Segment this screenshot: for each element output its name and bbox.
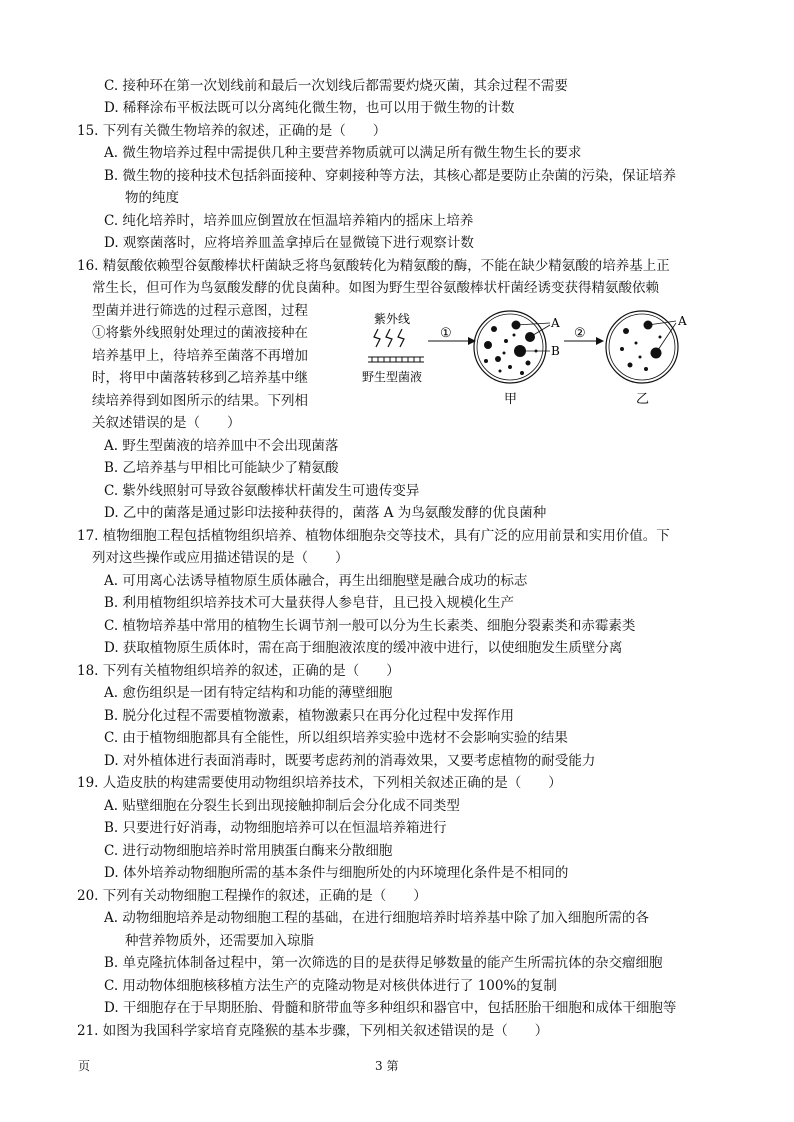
q16-stem-cont: 常生长，但可作为鸟氨酸发酵的优良菌种。如图为野生型谷氨酸棒状杆菌经诱变获得精氨酸依赖 bbox=[92, 280, 659, 296]
q20-option-c: C. 用动物体细胞核移植方法生产的克隆动物是对核供体进行了 100%的复制 bbox=[104, 978, 557, 994]
dish-yi-name: 乙 bbox=[636, 392, 650, 407]
q15-option-d: D. 观察菌落时，应将培养皿盖拿掉后在显微镜下进行观察计数 bbox=[104, 235, 474, 251]
q18-option-c: C. 由于植物细胞都具有全能性，所以组织培养实验中选材不会影响实验的结果 bbox=[104, 730, 568, 746]
q19-stem: 19. 人造皮肤的构建需要使用动物组织培养技术，下列相关叙述正确的是（ ） bbox=[77, 775, 562, 791]
q19-option-c: C. 进行动物细胞培养时常用胰蛋白酶来分散细胞 bbox=[104, 843, 393, 859]
q17-stem-cont: 列对这些操作或应用描述错误的是（ ） bbox=[92, 550, 349, 566]
q18-option-a: A. 愈伤组织是一团有特定结构和功能的薄壁细胞 bbox=[104, 685, 393, 701]
dish-jia-name: 甲 bbox=[504, 392, 518, 407]
q17-option-b: B. 利用植物组织培养技术可大量获得人参皂苷，且已投入规模化生产 bbox=[104, 595, 515, 611]
q18-option-b: B. 脱分化过程不需要植物激素，植物激素只在再分化过程中发挥作用 bbox=[104, 708, 515, 724]
q16-option-c: C. 紫外线照射可导致谷氨酸棒状杆菌发生可遗传变异 bbox=[104, 483, 420, 499]
q16-stem-cont: 型菌并进行筛选的过程示意图，过程 bbox=[92, 303, 308, 319]
q15-stem: 15. 下列有关微生物培养的叙述，正确的是（ ） bbox=[77, 123, 387, 139]
footer-page-label: 页 bbox=[78, 1059, 91, 1073]
step-2-label: ② bbox=[574, 326, 586, 341]
q17-option-d: D. 获取植物原生质体时，需在高于细胞液浓度的缓冲液中进行，以使细胞发生质壁分离 bbox=[104, 640, 623, 656]
q19-option-a: A. 贴壁细胞在分裂生长到出现接触抑制后会分化成不同类型 bbox=[104, 798, 460, 814]
q20-option-a-cont: 种营养物质外，还需要加入琼脂 bbox=[125, 933, 314, 949]
q17-option-a: A. 可用离心法诱导植物原生质体融合，再生出细胞壁是融合成功的标志 bbox=[104, 573, 528, 589]
q16-option-d: D. 乙中的菌落是通过影印法接种获得的，菌落 A 为鸟氨酸发酵的优良菌种 bbox=[104, 505, 547, 521]
q20-option-b: B. 单克隆抗体制备过程中，第一次筛选的目的是获得足够数量的能产生所需抗体的杂交瘤细胞 bbox=[104, 955, 663, 971]
uv-rays-icon bbox=[374, 329, 404, 347]
q21-stem: 21. 如图为我国科学家培育克隆猴的基本步骤，下列相关叙述错误的是（ ） bbox=[77, 1023, 549, 1039]
q16-stem: 16. 精氨酸依赖型谷氨酸棒状杆菌缺乏将鸟氨酸转化为精氨酸的酶，不能在缺少精氨酸的培养基上正 bbox=[77, 258, 670, 274]
q18-option-d: D. 对外植体进行表面消毒时，既要考虑药剂的消毒效果，又要考虑植物的耐受能力 bbox=[104, 753, 596, 769]
q17-stem: 17. 植物细胞工程包括植物组织培养、植物体细胞杂交等技术，具有广泛的应用前景和实用价值。下 bbox=[77, 528, 670, 544]
arrow-step-1 bbox=[428, 337, 476, 345]
q15-option-b: B. 微生物的接种技术包括斜面接种、穿刺接种等方法，其核心都是要防止杂菌的污染，保证培养 bbox=[104, 168, 677, 184]
q20-stem: 20. 下列有关动物细胞工程操作的叙述，正确的是（ ） bbox=[77, 888, 427, 904]
q14-option-c: C. 接种环在第一次划线前和最后一次划线后都需要灼烧灭菌，其余过程不需要 bbox=[104, 78, 568, 94]
q15-option-a: A. 微生物培养过程中需提供几种主要营养物质就可以满足所有微生物生长的要求 bbox=[104, 145, 582, 161]
q18-stem: 18. 下列有关植物组织培养的叙述，正确的是（ ） bbox=[77, 663, 400, 679]
q17-option-c: C. 植物培养基中常用的植物生长调节剂一般可以分为生长素类、细胞分裂素类和赤霉素类 bbox=[104, 618, 636, 634]
q16-stem-cont: 时，将甲中菌落转移到乙培养基中继 bbox=[92, 370, 308, 386]
step-1-label: ① bbox=[440, 326, 452, 341]
q20-option-d: D. 干细胞存在于早期胚胎、骨髓和脐带血等多种组织和器官中，包括胚胎干细胞和成体干细胞等 bbox=[104, 1000, 677, 1016]
q16-option-a: A. 野生型菌液的培养皿中不会出现菌落 bbox=[104, 438, 339, 454]
q16-stem-cont: ①将紫外线照射处理过的菌液接种在 bbox=[92, 325, 308, 341]
q16-stem-cont: 续培养得到如图所示的结果。下列相 bbox=[92, 393, 308, 409]
dish-jia-label-b: B bbox=[551, 344, 560, 358]
mutagenesis-figure bbox=[360, 307, 700, 407]
dish-jia-label-a: A bbox=[551, 316, 560, 330]
q20-option-a: A. 动物细胞培养是动物细胞工程的基础，在进行细胞培养时培养基中除了加入细胞所需的各 bbox=[104, 910, 649, 926]
uv-label: 紫外线 bbox=[374, 312, 411, 326]
dish-jia bbox=[474, 311, 550, 383]
q16-stem-cont: 培养基甲上，待培养至菌落不再增加 bbox=[92, 348, 308, 364]
q19-option-d: D. 体外培养动物细胞所需的基本条件与细胞所处的内环境理化条件是不相同的 bbox=[104, 865, 569, 881]
q15-option-c: C. 纯化培养时，培养皿应倒置放在恒温培养箱内的摇床上培养 bbox=[104, 213, 474, 229]
q16-stem-cont: 关叙述错误的是（ ） bbox=[92, 415, 241, 431]
q15-option-b-cont: 物的纯度 bbox=[125, 190, 179, 206]
q14-option-d: D. 稀释涂布平板法既可以分离纯化微生物，也可以用于微生物的计数 bbox=[104, 100, 515, 116]
wild-type-label: 野生型菌液 bbox=[362, 370, 423, 384]
q19-option-b: B. 只要进行好消毒，动物细胞培养可以在恒温培养箱进行 bbox=[104, 820, 447, 836]
footer-page-number: 3 第 bbox=[375, 1059, 399, 1073]
dish-yi-label-a: A bbox=[678, 314, 687, 328]
dish-yi bbox=[606, 311, 678, 383]
q16-option-b: B. 乙培养基与甲相比可能缺少了精氨酸 bbox=[104, 460, 339, 476]
wild-type-liquid-icon bbox=[368, 357, 424, 362]
